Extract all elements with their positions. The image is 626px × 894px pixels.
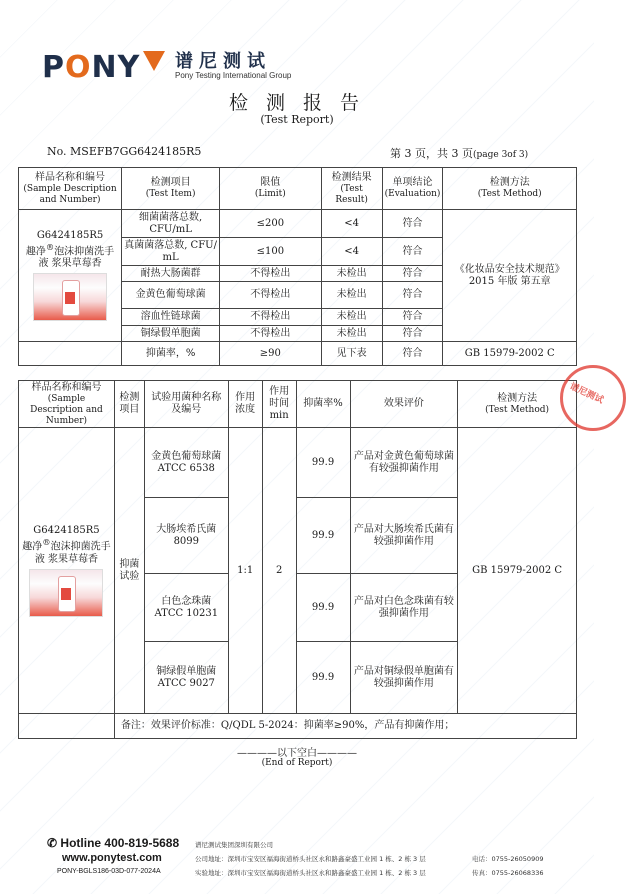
strain-cell <box>144 642 228 714</box>
header-en: (Limit) <box>254 189 286 200</box>
strain-code: ATCC 6538 <box>157 462 215 474</box>
official-stamp: 谱尼测试 <box>560 365 626 431</box>
limit: 不得检出 <box>220 266 321 282</box>
strain-code: 8099 <box>173 535 200 547</box>
header-cell: 效果评价 <box>350 381 458 428</box>
phone-icon: ✆ <box>47 836 58 850</box>
sample-cell-empty <box>19 342 122 366</box>
test-method: GB 15979-2002 C <box>443 342 577 366</box>
antibacterial-table <box>18 380 577 739</box>
table-row <box>19 342 577 366</box>
table-header-row <box>19 381 577 428</box>
evaluation: 符合 <box>382 342 443 366</box>
header-en: (Test Item) <box>145 189 196 200</box>
report-title-cn: 检 测 报 告 <box>228 92 366 114</box>
strain-name: 金黄色葡萄球菌 <box>151 450 222 462</box>
concentration: 1:1 <box>228 428 262 714</box>
limit: ≥90 <box>220 342 321 366</box>
result: 未检出 <box>321 309 382 326</box>
sample-name: 趣净 <box>22 541 43 553</box>
header-cell <box>443 168 577 210</box>
effect-evaluation: 产品对白色念珠菌有较强抑菌作用 <box>350 574 458 642</box>
header-en: (Test Result) <box>335 183 368 205</box>
header-cn: 检测项目 <box>150 177 191 189</box>
header-cell: 抑菌率% <box>296 381 350 428</box>
evaluation: 符合 <box>382 282 443 309</box>
strain-name: 铜绿假单胞菌 <box>156 665 217 677</box>
evaluation: 符合 <box>382 266 443 282</box>
header-cell: 试验用菌种名称及编号 <box>144 381 228 428</box>
test-item: 抑菌率，% <box>122 342 220 366</box>
strain-name: 大肠埃希氏菌 <box>156 523 217 535</box>
strain-code: ATCC 9027 <box>157 677 215 689</box>
header-cell <box>122 168 220 210</box>
test-item: 真菌菌落总数, CFU/ mL <box>122 238 220 266</box>
registered-mark: ® <box>42 537 51 548</box>
evaluation-note: 备注：效果评价标准：Q/QDL 5-2024：抑菌率≥90%，产品有抑菌作用； <box>114 714 576 739</box>
empty-cell <box>19 714 115 739</box>
effect-evaluation: 产品对大肠埃希氏菌有较强抑菌作用 <box>350 498 458 574</box>
header-en: (Sample Description and Number) <box>23 183 117 205</box>
header-cn: 检测结果 <box>331 171 372 183</box>
limit: ≤100 <box>220 238 321 266</box>
table-header-row <box>19 168 577 210</box>
header-cn: 限值 <box>260 177 281 189</box>
table-row <box>19 428 577 498</box>
hotline-text: Hotline 400-819-5688 <box>60 836 180 850</box>
inhibition-rate: 99.9 <box>296 574 350 642</box>
product-photo <box>29 569 103 617</box>
header-cell <box>19 381 115 428</box>
header-en: (Test Method) <box>485 404 550 415</box>
company-en-name: Pony Testing International Group <box>175 71 292 80</box>
inhibition-rate: 99.9 <box>296 428 350 498</box>
sample-cell <box>19 210 122 342</box>
header-cn: 样品名称和编号 <box>31 382 102 393</box>
header-en: (Sample Description and Number) <box>30 394 103 426</box>
page-number-en: (page 3of 3) <box>472 150 529 160</box>
header-cell <box>458 381 577 428</box>
footer-lab-address: 实验地址：深圳市宝安区福海街道桥头社区永和路鑫豪盛工业园 1 栋、2 栋 3 层 <box>195 869 426 877</box>
result: 未检出 <box>321 326 382 342</box>
website: www.ponytest.com <box>62 852 162 864</box>
evaluation: 符合 <box>382 238 443 266</box>
end-of-report-en: (End of Report) <box>261 758 333 768</box>
sample-id: G6424185R5 <box>36 229 104 241</box>
header-cell <box>382 168 443 210</box>
strain-cell <box>144 498 228 574</box>
strain-code: ATCC 10231 <box>154 607 219 619</box>
product-photo <box>33 273 107 321</box>
evaluation: 符合 <box>382 309 443 326</box>
result: 未检出 <box>321 266 382 282</box>
footer-fax: 传真：0755-26068336 <box>472 869 544 877</box>
header-en: (Test Method) <box>477 189 542 200</box>
header-cn: 检测方法 <box>497 392 538 404</box>
note-row <box>19 714 577 739</box>
footer-tel: 电话：0755-26050909 <box>472 855 544 863</box>
test-method: 《化妆品安全技术规范》2015 年版 第五章 <box>443 210 577 342</box>
pony-logo: PONY <box>42 50 141 85</box>
header-cell <box>220 168 321 210</box>
report-number: No. MSEFB7GG6424185R5 <box>47 145 202 158</box>
effect-evaluation: 产品对金黄色葡萄球菌有较强抑菌作用 <box>350 428 458 498</box>
strain-name: 白色念珠菌 <box>161 595 212 607</box>
header-en: (Evaluation) <box>384 189 441 200</box>
test-item: 耐热大肠菌群 <box>122 266 220 282</box>
header-cell <box>19 168 122 210</box>
action-time: 2 <box>262 428 296 714</box>
sample-id: G6424185R5 <box>33 525 100 537</box>
strain-cell <box>144 428 228 498</box>
page-number-cn: 第 3 页，共 3 页 <box>390 147 473 160</box>
report-title-en: (Test Report) <box>260 113 334 126</box>
header-cell: 作用浓度 <box>228 381 262 428</box>
header-cell <box>321 168 382 210</box>
registered-mark: ® <box>45 241 55 252</box>
limit: 不得检出 <box>220 309 321 326</box>
sample-name-rest: 泡沫抑菌洗手液 浆果草莓香 <box>34 541 111 565</box>
test-item: 抑菌试验 <box>114 428 144 714</box>
test-item: 溶血性链球菌 <box>122 309 220 326</box>
end-of-report-cn: ————以下空白———— <box>237 748 357 759</box>
inhibition-rate: 99.9 <box>296 498 350 574</box>
sample-name-rest: 泡沫抑菌洗手液 浆果草莓香 <box>38 246 115 270</box>
result: <4 <box>321 210 382 238</box>
limit: 不得检出 <box>220 282 321 309</box>
test-item: 铜绿假单胞菌 <box>122 326 220 342</box>
sample-name: 趣净 <box>25 246 46 258</box>
header-cn: 单项结论 <box>392 177 433 189</box>
sample-cell <box>19 428 115 714</box>
result: <4 <box>321 238 382 266</box>
evaluation: 符合 <box>382 210 443 238</box>
test-results-table <box>18 167 577 366</box>
result: 见下表 <box>321 342 382 366</box>
evaluation: 符合 <box>382 326 443 342</box>
effect-evaluation: 产品对铜绿假单胞菌有较强抑菌作用 <box>350 642 458 714</box>
test-item: 细菌菌落总数, CFU/mL <box>122 210 220 238</box>
test-method: GB 15979-2002 C <box>458 428 577 714</box>
result: 未检出 <box>321 282 382 309</box>
inhibition-rate: 99.9 <box>296 642 350 714</box>
footer-address: 公司地址：深圳市宝安区福海街道桥头社区永和路鑫豪盛工业园 1 栋、2 栋 3 层 <box>195 855 426 863</box>
header-cn: 检测方法 <box>489 177 530 189</box>
header-cell: 检测项目 <box>114 381 144 428</box>
page-number <box>390 145 528 161</box>
document-code: PONY-BGLS186-03D-077-2024A <box>57 868 161 875</box>
header-cn: 样品名称和编号 <box>35 171 106 183</box>
limit: 不得检出 <box>220 326 321 342</box>
strain-cell <box>144 574 228 642</box>
footer-company: 谱尼测试集团深圳有限公司 <box>195 841 273 849</box>
hotline <box>47 836 179 850</box>
header-cell: 作用时间 min <box>262 381 296 428</box>
table-row <box>19 210 577 238</box>
limit: ≤200 <box>220 210 321 238</box>
test-item: 金黄色葡萄球菌 <box>122 282 220 309</box>
logo-triangle-icon <box>143 51 165 71</box>
company-cn-name: 谱尼测试 <box>175 51 271 72</box>
